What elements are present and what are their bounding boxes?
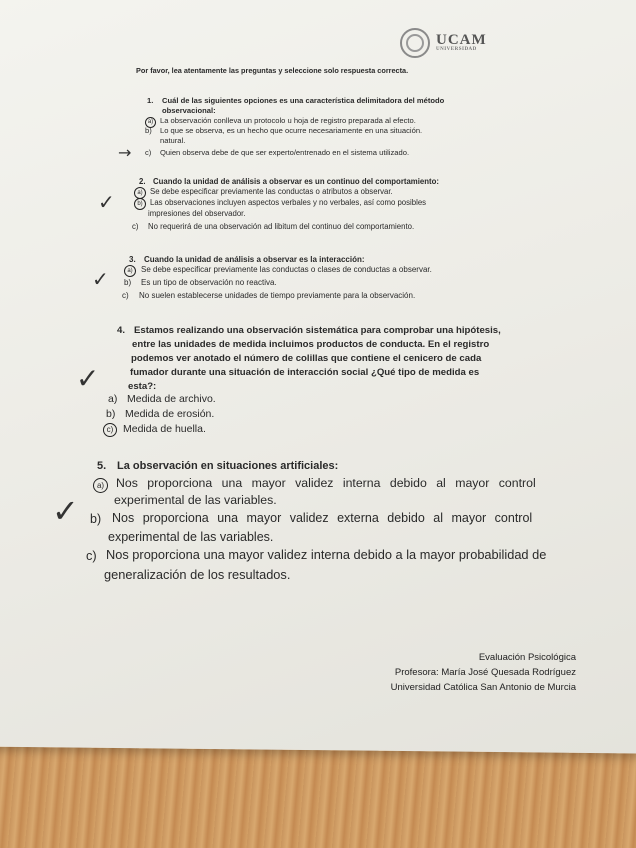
option-text: Se debe especificar previamente las conductas o clases de conductas a observar. bbox=[141, 265, 432, 274]
question-stem: observacional: bbox=[162, 106, 216, 115]
question-number: 4. bbox=[117, 325, 126, 336]
question-stem: entre las unidades de medida incluimos productos de conducta. En el registro bbox=[132, 339, 490, 350]
option-letter: a) bbox=[108, 393, 118, 405]
option-letter-circled: a) bbox=[145, 116, 156, 128]
logo-title: UCAM bbox=[436, 32, 487, 48]
question-stem: La observación en situaciones artificiales: bbox=[117, 460, 339, 472]
option-text: impresiones del observador. bbox=[148, 209, 246, 218]
option-letter: b) bbox=[145, 126, 152, 135]
question-stem: Cuando la unidad de análisis a observar es un continuo del comportamiento: bbox=[153, 177, 439, 186]
option-letter: c) bbox=[132, 222, 139, 231]
option-letter-circled: a) bbox=[93, 477, 108, 493]
option-text: Quien observa debe de que ser experto/entrenado en el sistema utilizado. bbox=[160, 148, 410, 157]
professor-name: Profesora: María José Quesada Rodríguez bbox=[394, 667, 576, 678]
option-text: Lo que se observa, es un hecho que ocurre necesariamente en una situación. bbox=[160, 126, 423, 135]
option-text: Nos proporciona una mayor validez externa debido al mayor control bbox=[112, 511, 533, 525]
question-stem: Cuál de las siguientes opciones es una característica delimitadora del método bbox=[162, 96, 445, 105]
option-letter-circled: b) bbox=[134, 198, 146, 210]
wooden-table bbox=[0, 740, 636, 848]
option-text: No requerirá de una observación ad libitum del continuo del comportamiento. bbox=[148, 222, 415, 231]
university-logo bbox=[400, 28, 487, 58]
option-letter: c) bbox=[145, 148, 152, 157]
handwritten-arrow-icon: → bbox=[118, 143, 132, 162]
question-number: 3. bbox=[129, 255, 136, 264]
question-number: 1. bbox=[147, 96, 154, 105]
option-letter: c) bbox=[86, 548, 97, 563]
university-name: Universidad Católica San Antonio de Murcia bbox=[390, 682, 576, 693]
university-seal-icon bbox=[400, 28, 430, 58]
handwritten-check-icon: ✓ bbox=[92, 267, 109, 291]
option-letter-circled: a) bbox=[124, 265, 136, 277]
question-number: 5. bbox=[97, 460, 107, 472]
option-text: generalización de los resultados. bbox=[104, 567, 291, 582]
document-footer bbox=[391, 650, 576, 695]
question-stem: podemos ver anotado el número de colillas que contiene el cenicero de cada bbox=[131, 353, 482, 364]
option-letter-circled: a) bbox=[134, 187, 146, 199]
option-letter: c) bbox=[122, 291, 129, 300]
option-text: Nos proporciona una mayor validez interna debido a la mayor probabilidad de bbox=[106, 547, 547, 562]
option-text: Se debe especificar previamente las conductas o atributos a observar. bbox=[150, 187, 393, 196]
option-text: Medida de erosión. bbox=[125, 408, 215, 420]
option-text: experimental de las variables. bbox=[114, 493, 277, 507]
option-text: Medida de archivo. bbox=[127, 393, 216, 405]
question-stem: Estamos realizando una observación sistemática para comprobar una hipótesis, bbox=[134, 325, 501, 336]
option-text: Es un tipo de observación no reactiva. bbox=[141, 278, 277, 287]
option-text: natural. bbox=[160, 136, 186, 145]
instructions: Por favor, lea atentamente las preguntas y seleccione solo respuesta correcta. bbox=[136, 66, 409, 75]
logo-subtitle: UNIVERSIDAD bbox=[436, 47, 477, 52]
option-text: Las observaciones incluyen aspectos verbales y no verbales, así como posibles bbox=[150, 198, 427, 207]
handwritten-check-icon: ✓ bbox=[98, 190, 115, 214]
handwritten-check-icon: ✓ bbox=[76, 362, 100, 395]
option-text: Nos proporciona una mayor validez interna debido al mayor control bbox=[116, 476, 536, 490]
question-stem: Cuando la unidad de análisis a observar es la interacción: bbox=[144, 255, 365, 264]
option-letter: b) bbox=[124, 278, 132, 287]
option-text: La observación conlleva un protocolo u hoja de registro preparada al efecto. bbox=[160, 116, 416, 125]
option-text: Medida de huella. bbox=[123, 423, 206, 435]
question-number: 2. bbox=[139, 177, 146, 186]
option-text: experimental de las variables. bbox=[108, 530, 274, 544]
option-letter: b) bbox=[106, 408, 116, 420]
option-text: No suelen establecerse unidades de tiempo previamente para la observación. bbox=[139, 291, 416, 300]
question-stem: fumador durante una situación de interacción social ¿Qué tipo de medida es bbox=[130, 367, 480, 378]
handwritten-check-icon: ✓ bbox=[52, 492, 79, 530]
question-stem: esta?: bbox=[128, 381, 157, 392]
option-letter-circled: c) bbox=[103, 423, 117, 437]
option-letter: b) bbox=[90, 512, 102, 526]
course-name: Evaluación Psicológica bbox=[478, 652, 576, 663]
